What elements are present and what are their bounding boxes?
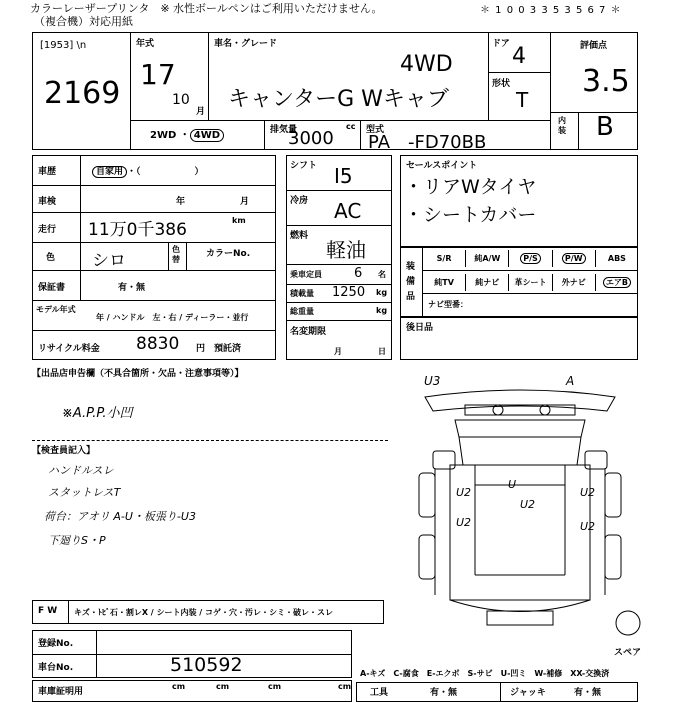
capacity-label: 乗車定員 [290,270,322,279]
car-name-label: 車名・グレード [214,39,278,49]
color-label: 色 [46,253,56,263]
door-value: 4 [512,44,526,69]
spare-label: スペア [614,648,642,658]
tools-label: 工具 [370,688,389,698]
renewal-month: 月 [334,347,342,356]
condition-text: キズ・ﾄﾋﾞ石・割レX / シート内装 / コゲ・穴・汚レ・シミ・破レ・スレ [74,608,333,617]
grade-label: 評価点 [580,41,608,51]
drive-4wd-circled: 4WD [190,129,224,142]
header-line2: （複合機）対応用紙 [34,15,133,28]
model-value: PA -FD70BB [368,132,487,153]
ac-value: AC [334,199,362,223]
displacement-unit: cc [346,122,356,131]
recycle-unit: 円 預託済 [196,344,242,354]
interior-grade: B [596,112,614,142]
model-year-label: モデル年式 [36,305,76,314]
navi-model-label: ナビ型番： [428,300,468,309]
drive-type: 2WD ・ 4WD [150,126,224,141]
ac-label: 冷房 [290,196,309,206]
interior-label: 内装 [558,116,566,135]
equipment-row2-item: エアB [603,277,631,288]
equipment-row2-item: 純TV [434,278,454,287]
equipment-row1-item: P/S [520,253,541,264]
serial-number: ＊ 1 0 0 3 3 5 3 5 6 7 ＊ [480,5,622,16]
damage-mark-7: U2 [580,520,596,533]
inspection-year: 年 [176,197,186,207]
condition-fw-label: F W [38,606,58,616]
jack-label: ジャッキ [510,688,546,698]
color-number-label: カラーNo. [206,249,251,259]
mileage-unit: km [232,216,246,225]
model-label: 型式 [366,125,385,135]
car-name-line2: キャンターG Wキャブ [228,87,449,112]
fuel-value: 軽油 [326,238,366,262]
cert-unit-3: cm [268,682,282,691]
load-value: 1250 [332,285,366,300]
month-value: 10 [172,92,190,108]
lot-year-code: [1953] \n [40,40,87,51]
renewal-day: 日 [378,347,386,356]
shift-value: I5 [334,164,353,188]
recycle-value: 8830 [136,334,180,354]
jack-value: 有・無 [574,688,602,698]
cert-unit-1: cm [172,682,186,691]
history-label: 車歴 [38,167,57,177]
color-value: シロ [92,251,126,271]
year-value: 17 [140,58,176,91]
equipment-label: 装備品 [406,262,416,302]
renewal-label: 名変期限 [290,327,327,337]
load-unit: kg [376,288,388,297]
damage-mark-6: U2 [456,516,472,529]
car-condition-diagram [395,365,645,665]
equipment-row1-item: P/W [562,253,586,264]
remarks-label: 後日品 [406,323,434,333]
lot-number: 2169 [44,76,121,111]
month-label: 月 [196,107,206,117]
model-year-row: 年 / ハンドル 左・右 / ディーラー・並行 [96,313,249,322]
tools-value: 有・無 [430,688,458,698]
sales-point-1: ・リアWタイヤ [404,176,537,198]
inspection-label: 車検 [38,197,57,207]
registration-label: 登録No. [38,639,74,649]
equipment-row1-item: 純A/W [474,254,501,263]
inspector-note-2: スタットレスT [48,486,121,499]
remarks-box [400,317,638,360]
declaration-label: 【出品店申告欄（不具合箇所・欠品・注意事項等）】 [32,369,244,379]
chassis-value: 510592 [170,654,243,676]
header-line1: カラーレーザープリンタ ※ 水性ボールペンはご利用いただけません。 [30,2,383,15]
door-label: ドア [492,39,510,49]
gross-unit: kg [376,306,388,315]
equipment-row2-item: 革シート [514,278,547,287]
displacement-value: 3000 [288,128,334,149]
damage-mark-8: U [508,478,517,491]
car-name-line1: 4WD [400,52,453,77]
warranty-label: 保証書 [38,283,66,293]
equipment-row2-item: 純ナビ [475,278,500,287]
load-label: 積載量 [290,289,314,298]
cert-unit-4: cm [338,682,352,691]
shape-value: T [516,88,529,112]
damage-mark-1: U3 [424,374,441,388]
mileage-value: 11万0千386 [88,220,187,240]
warranty-value: 有・無 [118,283,146,293]
color-change-label: 色替 [172,245,180,264]
displacement-label: 排気量 [270,125,298,135]
damage-mark-2: A [566,374,575,388]
capacity-value: 6 [354,266,363,281]
shift-label: シフト [290,161,318,171]
cert-unit-2: cm [216,682,230,691]
chassis-label: 車台No. [38,663,74,673]
capacity-unit: 名 [378,270,386,279]
sales-point-label: セールスポイント [406,161,478,171]
equipment-row1-item: S/R [436,254,452,263]
sales-point-2: ・シートカバー [404,204,537,226]
gross-label: 総重量 [290,307,314,316]
declaration-note: ※A.P.P.小凹 [62,406,133,421]
inspector-label: 【検査員記入】 [32,446,96,456]
inspector-note-3: 荷台：アオリ A-U・板張り-U3 [44,510,196,523]
certificate-label: 車庫証明用 [38,687,84,697]
equipment-row2-item: 外ナビ [561,278,586,287]
inspector-note-4: 下廻りS・P [48,534,106,547]
damage-legend: A-キズ C-腐食 E-エクボ S-サビ U-凹ミ W-補修 XX-交換済 [360,669,610,678]
mileage-label: 走行 [38,225,57,235]
inspector-note-1: ハンドルスレ [48,464,114,477]
inspection-month: 月 [240,197,250,207]
history-value: 自家用 ・（ ） [92,164,204,177]
damage-mark-4: U2 [520,498,536,511]
year-label: 年式 [136,39,155,49]
shape-label: 形状 [492,79,511,89]
recycle-label: リサイクル料金 [38,344,100,354]
fuel-label: 燃料 [290,231,309,241]
damage-mark-5: U2 [580,486,596,499]
damage-mark-3: U2 [456,486,472,499]
equipment-row1-item: ABS [607,254,626,263]
grade-score: 3.5 [582,64,630,99]
